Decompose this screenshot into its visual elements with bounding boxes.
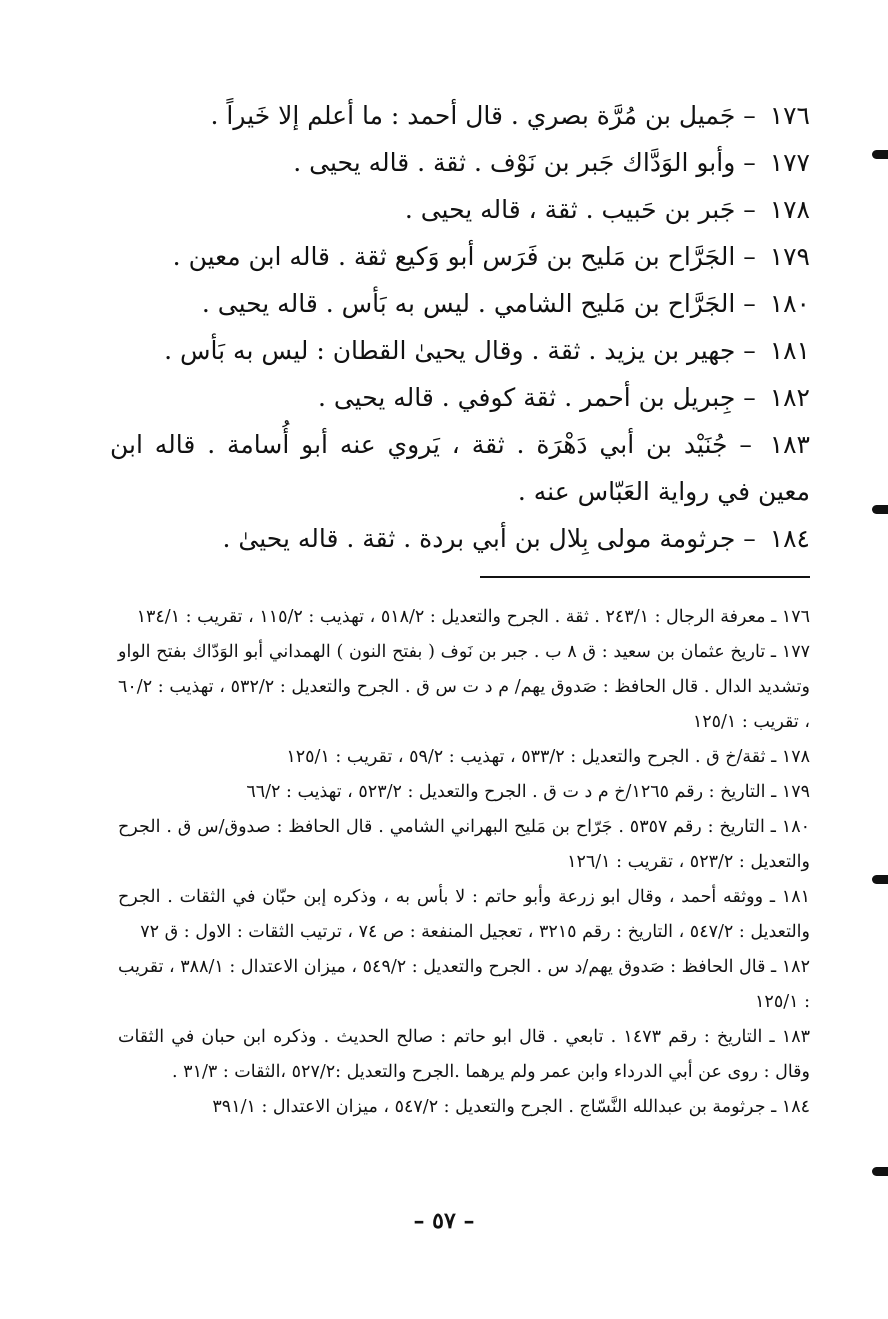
footnote: ١٧٦ ـ معرفة الرجال : ٢٤٣/١ . ثقة . الجرح والتعديل : ٥١٨/٢ ، تهذيب : ١١٥/٢ ، تقريب : ١٣٤/١ xyxy=(136,607,810,627)
footnote: ١٧٨ ـ ثقة/خ ق . الجرح والتعديل : ٥٣٣/٢ ، تهذيب : ٥٩/٢ ، تقريب : ١٢٥/١ xyxy=(286,747,810,767)
footnote-separator xyxy=(480,576,810,578)
page-number: – ٥٧ – xyxy=(413,1208,475,1234)
scan-edge-mark xyxy=(872,875,888,884)
narrator-entry: ١٨٠ – الجَرَّاح بن مَليح الشامي . ليس به بَأس . قاله يحيى . xyxy=(201,289,810,318)
footnote: ١٨٤ ـ جرثومة بن عبدالله النَّسّاج . الجرح والتعديل : ٥٤٧/٢ ، ميزان الاعتدال : ٣٩١/١ xyxy=(212,1097,810,1117)
narrator-entry: ١٧٩ – الجَرَّاح بن مَليح بن فَرَس أبو وَكيع ثقة . قاله ابن معين . xyxy=(172,242,810,271)
scan-edge-mark xyxy=(872,505,888,514)
narrator-entry: ١٨١ – جهير بن يزيد . ثقة . وقال يحيىٰ القطان : ليس به بَأس . xyxy=(164,336,810,365)
narrator-entry: ١٧٧ – وأبو الوَدَّاك جَبر بن نَوْف . ثقة . قاله يحيى . xyxy=(293,148,810,177)
footnotes xyxy=(118,600,810,1125)
narrator-entry: ١٧٦ – جَميل بن مُرَّة بصري . قال أحمد : ما أعلم إلا خَيراً . xyxy=(210,101,810,130)
narrator-entry: ١٨٢ – جِبريل بن أحمر . ثقة كوفي . قاله يحيى . xyxy=(317,383,810,412)
main-text xyxy=(110,92,810,562)
scan-edge-mark xyxy=(872,1167,888,1176)
footnote: ١٧٧ ـ تاريخ عثمان بن سعيد : ق ٨ ب . جبر بن نَوف ( بفتح النون ) الهمداني أبو الوَدّاك بفتح الواو وتشديد الدال . قال الحافظ : صَدوق يهم/ م د ت س ق . الجرح والتعديل : ٥٣٢/٢ ، تهذيب : ٦٠/٢ ، تقريب : ١٢٥/١ xyxy=(118,642,811,732)
narrator-entry: ١٨٣ – جُنَيْد بن أبي دَهْرَة . ثقة ، يَروي عنه أبو أُسامة . قاله ابن معين في رواية العَبّاس عنه . xyxy=(110,430,810,506)
narrator-entry: ١٨٤ – جرثومة مولى بِلال بن أبي بردة . ثقة . قاله يحيىٰ . xyxy=(222,524,810,553)
footnote: ١٨١ ـ ووثقه أحمد ، وقال ابو زرعة وأبو حاتم : لا بأس به ، وذكره إبن حبّان في الثقات . الجرح والتعديل : ٥٤٧/٢ ، التاريخ : رقم ٣٢١٥ ، تعجيل المنفعة : ص ٧٤ ، ترتيب الثقات : الاول : ق ٧٢ xyxy=(118,887,810,942)
footnote: ١٨٢ ـ قال الحافظ : صَدوق يهم/د س . الجرح والتعديل : ٥٤٩/٢ ، ميزان الاعتدال : ٣٨٨/١ ، تقريب : ١٢٥/١ xyxy=(118,957,810,1012)
narrator-entry: ١٧٨ – جَبر بن حَبيب . ثقة ، قاله يحيى . xyxy=(404,195,810,224)
footnote: ١٨٠ ـ التاريخ : رقم ٥٣٥٧ . جَرّاح بن مَليح البهراني الشامي . قال الحافظ : صدوق/س ق . الجرح والتعديل : ٥٢٣/٢ ، تقريب : ١٢٦/١ xyxy=(118,817,810,872)
scan-edge-mark xyxy=(872,150,888,159)
footnote: ١٨٣ ـ التاريخ : رقم ١٤٧٣ . تابعي . قال ابو حاتم : صالح الحديث . وذكره ابن حبان في الثقات وقال : روى عن أبي الدرداء وابن عمر ولم يرهما .الجرح والتعديل :٥٢٧/٢ ،الثقات : ٣١/٣ . xyxy=(118,1027,810,1082)
footnote: ١٧٩ ـ التاريخ : رقم ١٢٦٥/خ م د ت ق . الجرح والتعديل : ٥٢٣/٢ ، تهذيب : ٦٦/٢ xyxy=(246,782,810,802)
